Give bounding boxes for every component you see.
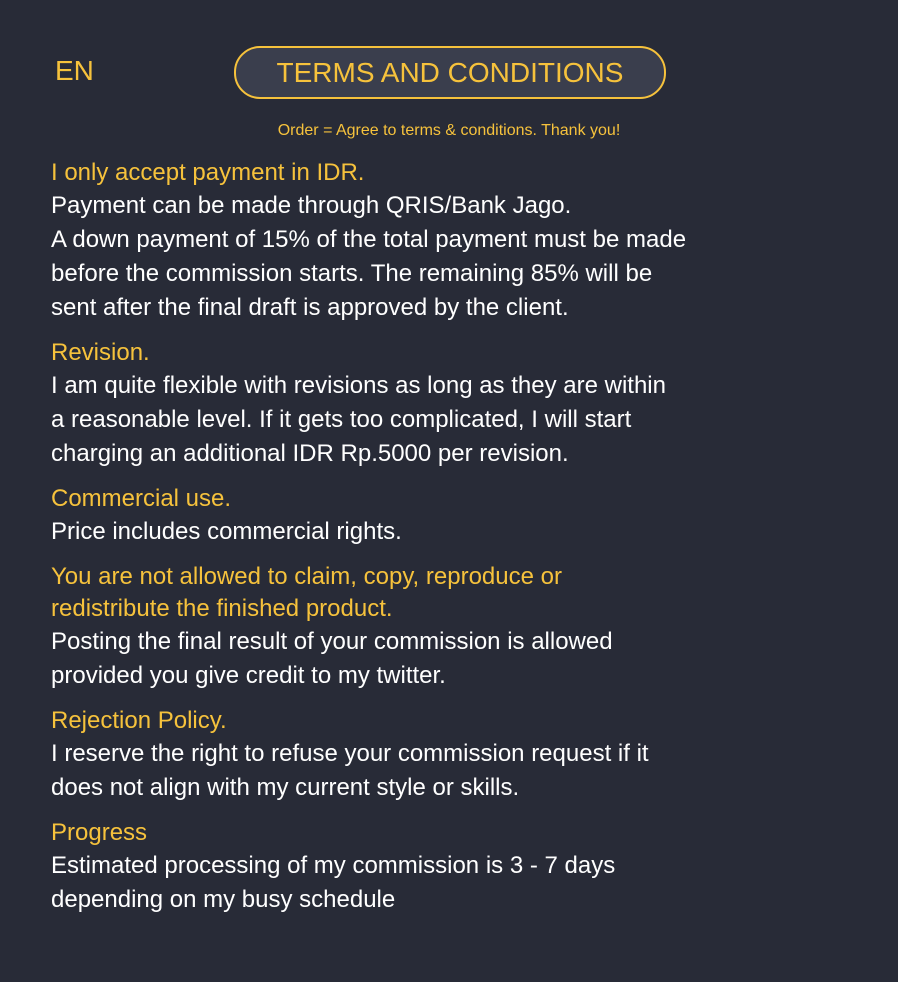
section-commercial-use <box>51 483 851 549</box>
section-redistribution <box>51 561 851 693</box>
section-body: Price includes commercial rights. <box>51 518 402 545</box>
section-body: I am quite flexible with revisions as long as they are within a reasonable level. If it gets too complicated, I will start charging an additional IDR Rp.5000 per revision. <box>51 372 666 467</box>
section-body: I reserve the right to refuse your commission request if it does not align with my current style or skills. <box>51 740 649 801</box>
page-title: TERMS AND CONDITIONS <box>234 46 666 99</box>
section-progress <box>51 817 851 917</box>
language-label: EN <box>55 55 94 86</box>
section-rejection-policy <box>51 705 851 805</box>
page-subtitle: Order = Agree to terms & conditions. Thank you! <box>277 122 621 139</box>
terms-list <box>51 157 851 917</box>
section-revision <box>51 337 851 471</box>
section-body: Payment can be made through QRIS/Bank Jago. A down payment of 15% of the total payment must be made before the commission starts. The remaining 85% will be sent after the final draft is approved by the client. <box>51 192 687 321</box>
section-body: Estimated processing of my commission is 3 - 7 days depending on my busy schedule <box>51 852 616 913</box>
section-heading: You are not allowed to claim, copy, reproduce or redistribute the finished product. <box>51 563 562 622</box>
section-heading: I only accept payment in IDR. <box>51 159 365 186</box>
section-heading: Commercial use. <box>51 485 232 512</box>
section-heading: Progress <box>51 819 148 846</box>
section-heading: Rejection Policy. <box>51 707 227 734</box>
section-body: Posting the final result of your commission is allowed provided you give credit to my twitter. <box>51 628 613 689</box>
section-heading: Revision. <box>51 339 150 366</box>
section-payment <box>51 157 851 325</box>
